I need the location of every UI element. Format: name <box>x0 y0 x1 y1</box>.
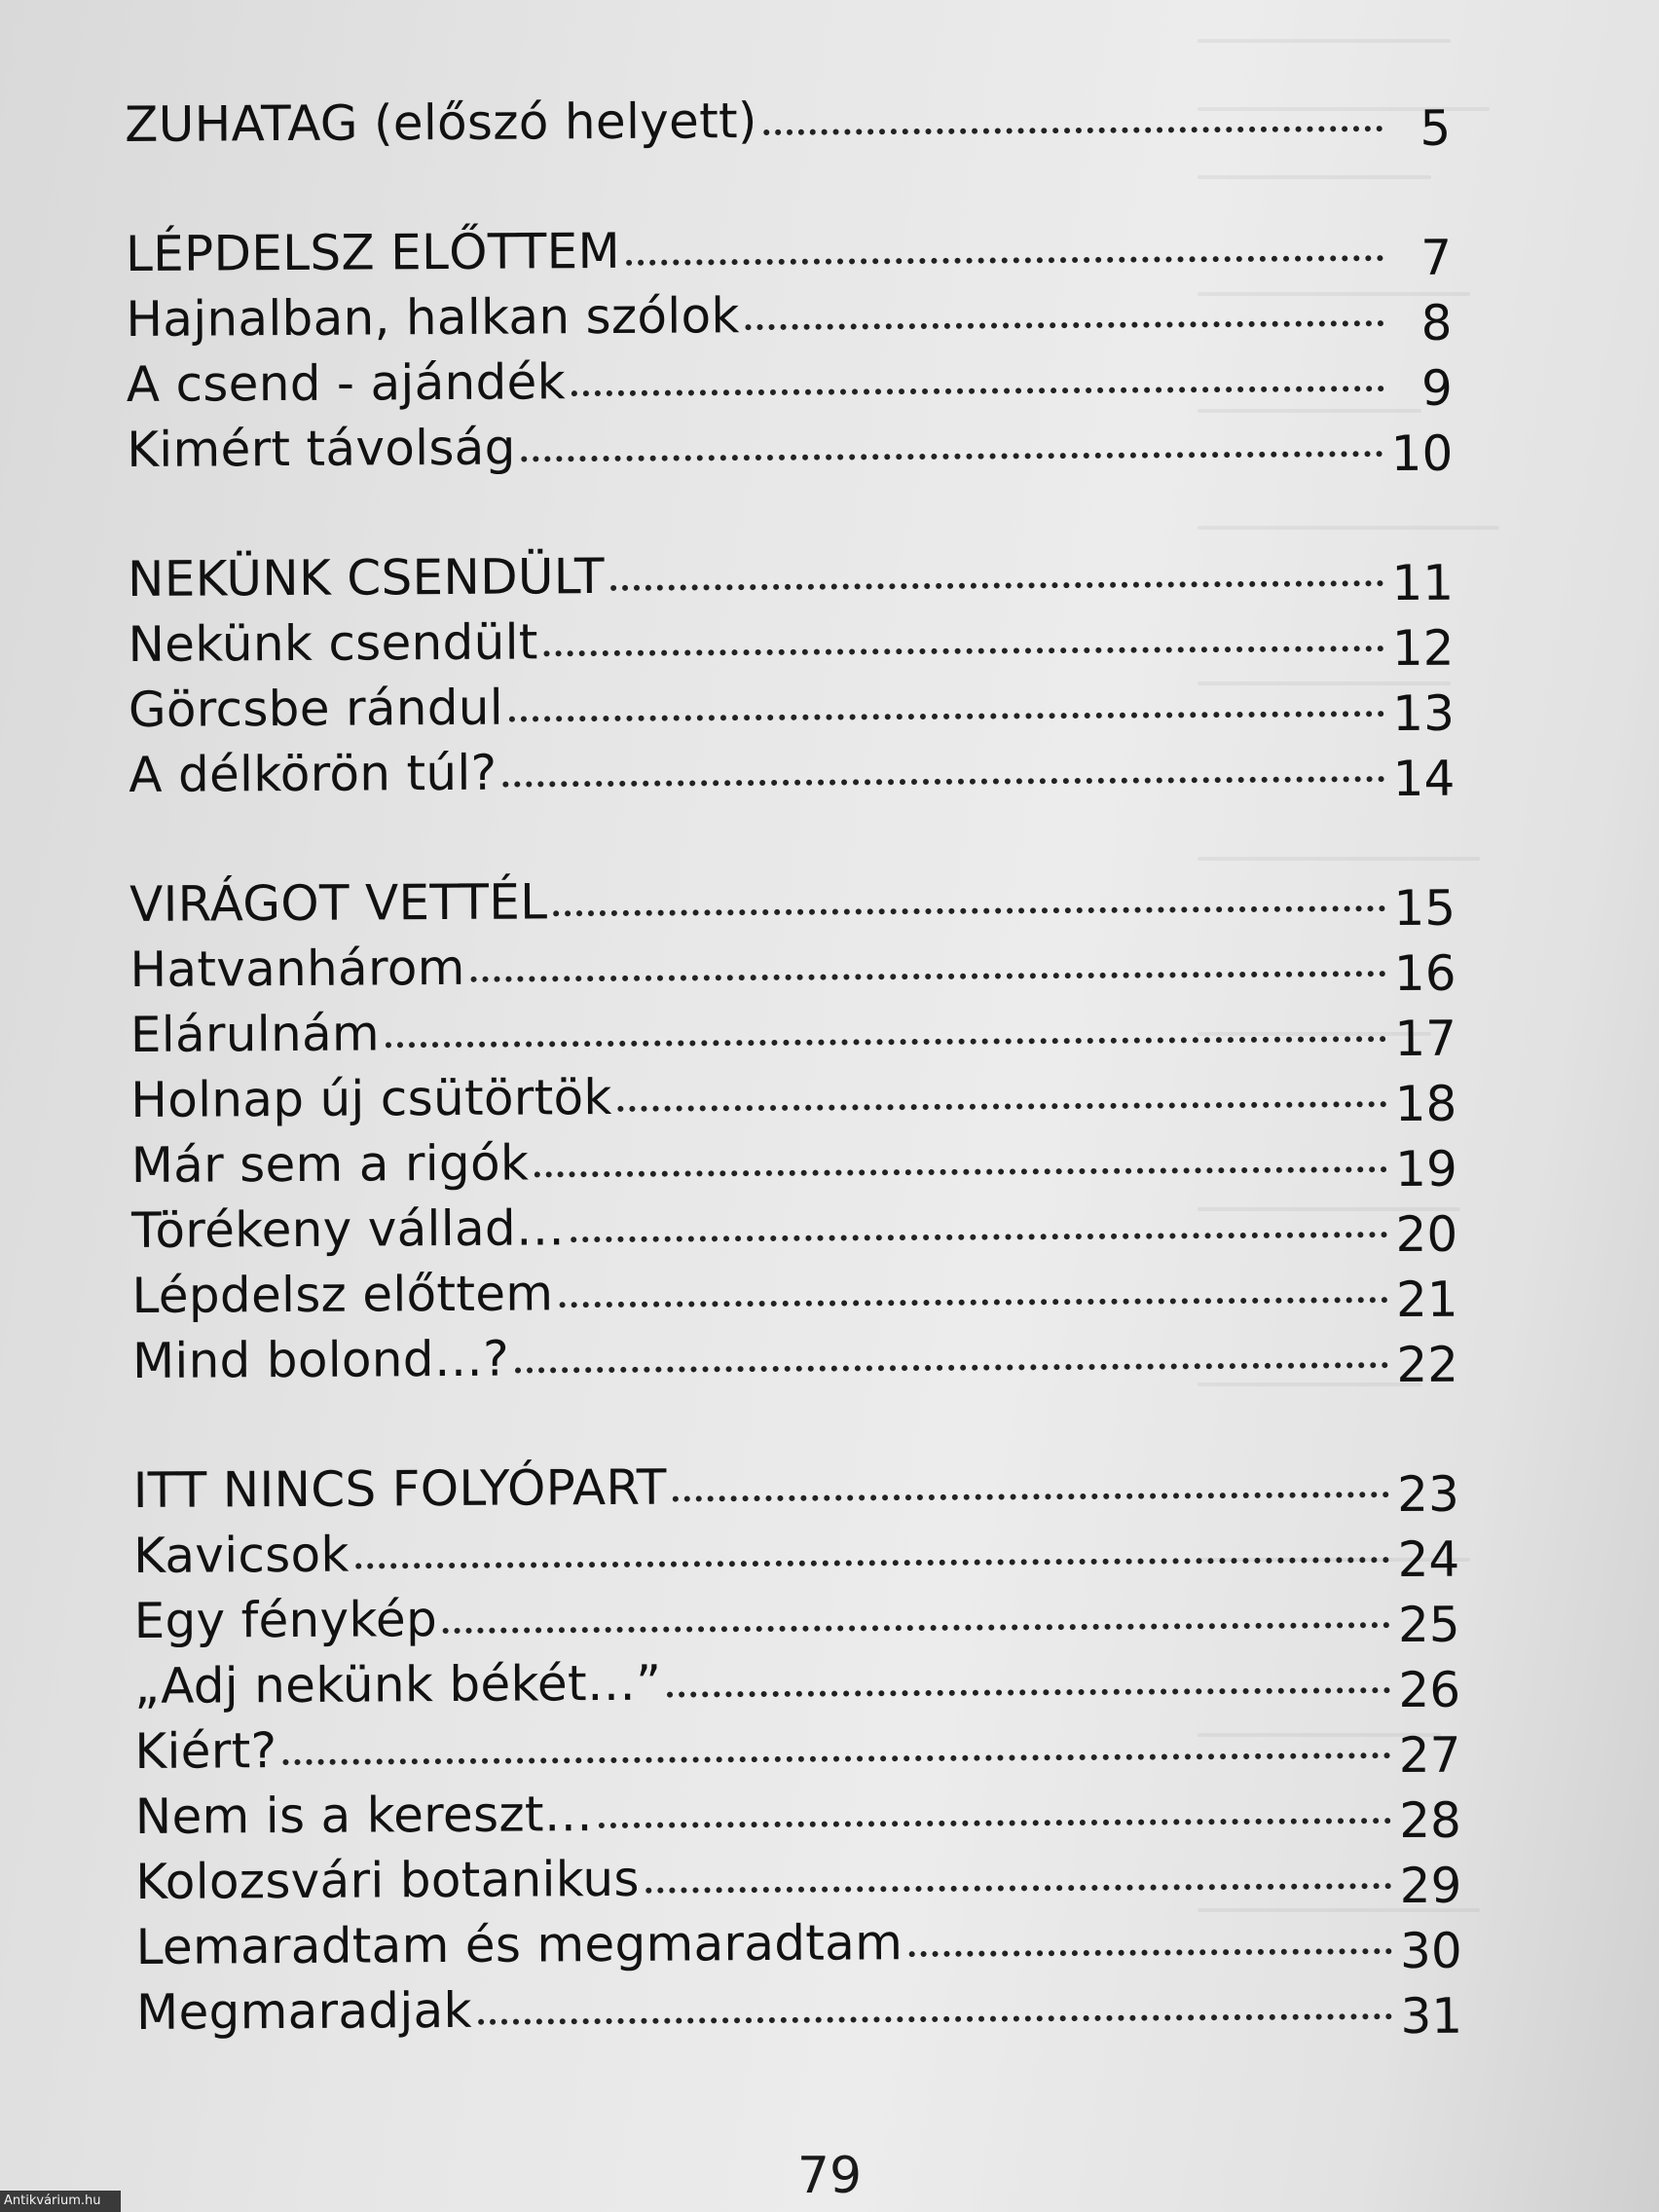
dot-leader <box>553 905 1385 916</box>
toc-entry-page: 9 <box>1420 359 1454 417</box>
toc-entry[interactable] <box>135 1777 1461 1850</box>
dot-leader <box>559 1297 1388 1308</box>
toc-section-heading[interactable] <box>128 539 1454 612</box>
toc-entry[interactable] <box>133 1581 1459 1654</box>
toc-entry[interactable] <box>131 1191 1457 1264</box>
toc-entry-title: Kiért? <box>134 1722 277 1780</box>
toc-entry-page: 23 <box>1397 1465 1459 1524</box>
toc-entry-page: 7 <box>1420 229 1453 286</box>
toc-entry-page: 20 <box>1395 1205 1458 1264</box>
toc-entry-page: 13 <box>1392 684 1456 743</box>
toc-entry-page: 10 <box>1390 424 1454 483</box>
toc-entry-page: 12 <box>1391 619 1455 678</box>
toc-entry-page: 28 <box>1399 1791 1462 1850</box>
toc-entry[interactable] <box>125 85 1451 158</box>
toc-entry-page: 18 <box>1394 1075 1457 1133</box>
toc-entry[interactable] <box>127 345 1453 418</box>
toc-entry[interactable] <box>129 735 1455 808</box>
toc-entry-title: Hajnalban, halkan szólok <box>126 287 740 348</box>
dot-leader <box>478 2013 1393 2025</box>
toc-entry-title: Lépdelsz előttem <box>131 1265 554 1324</box>
toc-entry-page: 15 <box>1393 879 1456 938</box>
toc-group-itt-nincs-folyopart <box>133 1451 1463 2046</box>
dot-leader <box>618 1101 1387 1112</box>
toc-entry[interactable] <box>135 1907 1461 1980</box>
toc-entry-title: ZUHATAG (előszó helyett) <box>125 92 757 153</box>
toc-group-lepdelsz-elottem <box>126 214 1454 483</box>
toc-entry-page: 5 <box>1419 99 1452 157</box>
dot-leader <box>571 1232 1387 1242</box>
toc-entry[interactable] <box>128 605 1454 678</box>
toc-group-nekunk-csendult <box>128 539 1456 808</box>
toc-entry-page: 16 <box>1393 944 1456 1003</box>
toc-entry-title: A délkörön túl? <box>129 744 498 803</box>
toc-entry[interactable] <box>126 279 1452 352</box>
dot-leader <box>571 386 1384 396</box>
toc-section-heading[interactable] <box>133 1451 1459 1524</box>
toc-entry-title: Kolozsvári botanikus <box>135 1850 640 1910</box>
dot-leader <box>471 971 1386 982</box>
dot-leader <box>544 645 1384 656</box>
toc-entry-page: 8 <box>1420 294 1453 351</box>
dot-leader <box>626 255 1383 266</box>
toc-entry-title: Mind bolond…? <box>131 1330 510 1389</box>
toc-entry-title: Kavicsok <box>133 1526 350 1584</box>
toc-entry-page: 14 <box>1392 750 1456 808</box>
dot-leader <box>673 1492 1389 1501</box>
toc-entry[interactable] <box>127 410 1453 483</box>
dot-leader <box>535 1166 1387 1177</box>
toc-entry[interactable] <box>135 1842 1461 1915</box>
toc-entry-page: 27 <box>1398 1726 1461 1785</box>
dot-leader <box>763 126 1382 135</box>
toc-group-preface <box>125 85 1451 158</box>
dot-leader <box>522 451 1383 461</box>
toc-entry-title: Megmaradjak <box>135 1981 472 2041</box>
toc-section-heading[interactable] <box>126 214 1452 287</box>
toc-entry[interactable] <box>133 1516 1459 1589</box>
toc-entry-page: 19 <box>1394 1140 1457 1198</box>
toc-entry-page: 24 <box>1397 1530 1460 1589</box>
toc-entry[interactable] <box>129 670 1455 743</box>
toc-group-viragot-vettel <box>129 865 1458 1394</box>
dot-leader <box>610 580 1384 591</box>
dot-leader <box>443 1622 1390 1634</box>
toc-entry-title: NEKÜNK CSENDÜLT <box>127 547 606 608</box>
dot-leader <box>645 1883 1392 1894</box>
table-of-contents <box>125 85 1463 2110</box>
toc-section-heading[interactable] <box>129 865 1456 938</box>
toc-entry-page: 31 <box>1400 1987 1463 2046</box>
toc-entry-title: A csend - ajándék <box>126 353 567 413</box>
toc-entry-title: Már sem a rigók <box>130 1134 530 1194</box>
toc-entry[interactable] <box>136 1972 1462 2046</box>
toc-entry-page: 26 <box>1398 1661 1461 1719</box>
toc-entry-title: Törékeny vállad… <box>130 1199 566 1259</box>
dot-leader <box>515 1362 1388 1373</box>
toc-entry[interactable] <box>131 1256 1457 1329</box>
dot-leader <box>282 1752 1390 1765</box>
toc-entry-title: Kimért távolság <box>127 419 516 478</box>
toc-entry[interactable] <box>129 930 1456 1003</box>
toc-entry-title: Elárulnám <box>129 1005 381 1063</box>
toc-entry[interactable] <box>131 1125 1457 1198</box>
toc-entry-title: ITT NINCS FOLYÓPART <box>132 1458 667 1519</box>
toc-entry-title: Nem is a kereszt… <box>134 1786 594 1845</box>
toc-entry-title: LÉPDELSZ ELŐTTEM <box>125 222 621 282</box>
dot-leader <box>746 320 1384 330</box>
toc-entry-title: Hatvanhárom <box>129 939 465 998</box>
toc-entry-title: Görcsbe rándul <box>128 679 504 738</box>
dot-leader <box>908 1948 1392 1957</box>
toc-entry[interactable] <box>134 1712 1460 1785</box>
toc-entry-page: 22 <box>1396 1336 1459 1394</box>
dot-leader <box>509 711 1384 721</box>
dot-leader <box>355 1557 1390 1568</box>
toc-entry-title: „Adj nekünk békét…” <box>133 1654 662 1714</box>
dot-leader <box>386 1036 1386 1048</box>
toc-entry-page: 29 <box>1399 1857 1462 1915</box>
toc-entry-title: Holnap új csütörtök <box>130 1068 612 1128</box>
toc-entry-page: 17 <box>1394 1010 1457 1068</box>
page-number: 79 <box>796 2147 863 2205</box>
toc-entry-title: Lemaradtam és megmaradtam <box>135 1914 903 1975</box>
toc-entry-title: Nekünk csendült <box>128 613 538 673</box>
dot-leader <box>667 1687 1390 1698</box>
toc-entry[interactable] <box>130 995 1456 1068</box>
dot-leader <box>502 776 1384 788</box>
toc-entry[interactable] <box>132 1321 1458 1394</box>
dot-leader <box>599 1818 1391 1828</box>
toc-entry-title: Egy fénykép <box>133 1591 438 1649</box>
toc-entry-title: VIRÁGOT VETTÉL <box>129 873 548 933</box>
toc-entry[interactable] <box>130 1060 1456 1133</box>
toc-entry-page: 30 <box>1399 1922 1462 1980</box>
toc-entry-page: 25 <box>1397 1596 1460 1654</box>
toc-entry[interactable] <box>134 1646 1460 1719</box>
watermark: Antikvárium.hu <box>0 2191 121 2212</box>
toc-entry-page: 21 <box>1395 1271 1458 1329</box>
toc-entry-page: 11 <box>1391 554 1455 612</box>
